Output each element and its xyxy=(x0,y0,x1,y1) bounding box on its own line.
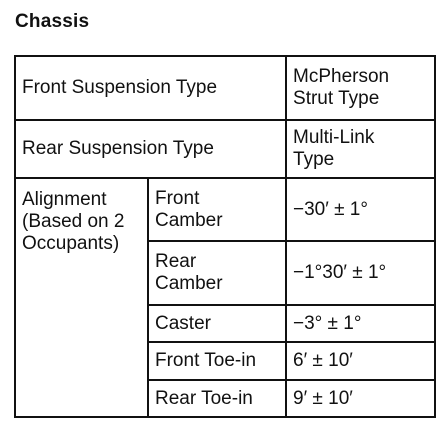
section-heading: Chassis xyxy=(15,11,90,32)
front-camber-value: −30′ ± 1° xyxy=(286,178,435,241)
rear-camber-label: Rear Camber xyxy=(148,241,286,305)
front-toe-in-value: 6′ ± 10′ xyxy=(286,342,435,380)
rear-toe-in-label: Rear Toe-in xyxy=(148,380,286,417)
table-row xyxy=(15,178,435,241)
rear-suspension-label: Rear Suspension Type xyxy=(15,120,286,178)
caster-label: Caster xyxy=(148,305,286,342)
table-row xyxy=(15,56,435,120)
front-camber-label: Front Camber xyxy=(148,178,286,241)
rear-toe-in-value: 9′ ± 10′ xyxy=(286,380,435,417)
chassis-spec-table xyxy=(14,55,436,418)
front-suspension-label: Front Suspension Type xyxy=(15,56,286,120)
front-suspension-value: McPherson Strut Type xyxy=(286,56,435,120)
caster-value: −3° ± 1° xyxy=(286,305,435,342)
rear-camber-value: −1°30′ ± 1° xyxy=(286,241,435,305)
table-row xyxy=(15,120,435,178)
alignment-group-label: Alignment (Based on 2 Occupants) xyxy=(15,178,148,417)
rear-suspension-value: Multi-Link Type xyxy=(286,120,435,178)
front-toe-in-label: Front Toe-in xyxy=(148,342,286,380)
